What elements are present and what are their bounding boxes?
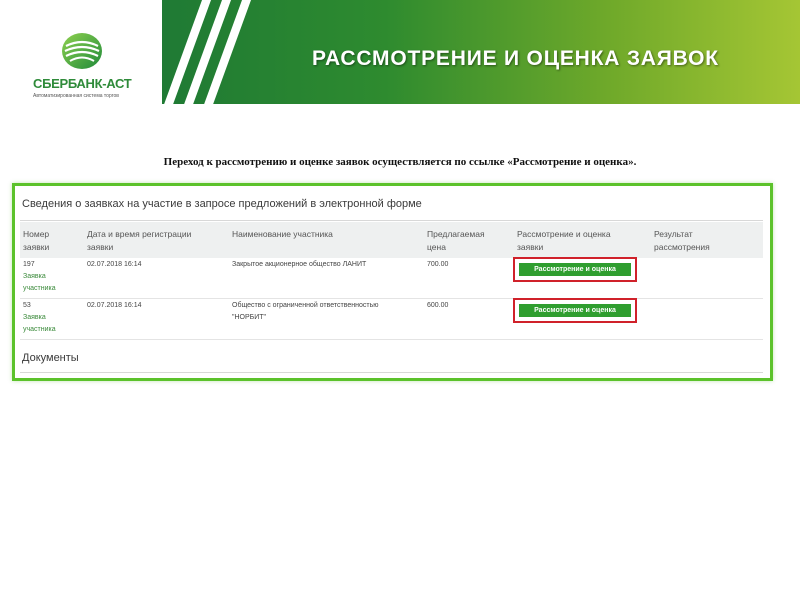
documents-heading: Документы — [22, 352, 79, 364]
panel-title: Сведения о заявках на участие в запросе предложений в электронной форме — [22, 198, 422, 210]
column-header-result: Результат рассмотрения — [654, 229, 710, 252]
divider — [20, 220, 763, 221]
highlight-frame — [513, 257, 637, 282]
instruction-text: Переход к рассмотрению и оценке заявок осуществляется по ссылке «Рассмотрение и оценка». — [163, 156, 637, 168]
sberbank-logo-icon — [60, 32, 104, 70]
column-header-price: Предлагаемая цена — [427, 229, 485, 252]
application-number: 53 — [23, 302, 31, 309]
applications-panel — [12, 183, 773, 381]
divider — [20, 372, 763, 373]
application-link[interactable]: Заявка участника — [23, 314, 56, 333]
header-logo-area — [0, 0, 162, 104]
table-row — [20, 299, 763, 340]
column-header-datetime: Дата и время регистрации заявки — [87, 229, 192, 252]
offered-price: 600.00 — [427, 302, 449, 309]
column-header-number: Номер заявки — [23, 229, 50, 252]
logo-tagline: Автоматизированная система торгов — [33, 93, 119, 99]
table-row — [20, 258, 763, 299]
application-link[interactable]: Заявка участника — [23, 273, 56, 292]
review-and-evaluate-button[interactable]: Рассмотрение и оценка — [519, 263, 631, 276]
participant-name: Общество с ограниченной ответственностью "НОРБИТ" — [232, 302, 379, 321]
application-number: 197 — [23, 261, 35, 268]
review-and-evaluate-button[interactable]: Рассмотрение и оценка — [519, 304, 631, 317]
registration-datetime: 02.07.2018 16:14 — [87, 261, 142, 268]
header-banner — [162, 0, 800, 104]
page-title: РАССМОТРЕНИЕ И ОЦЕНКА ЗАЯВОК — [312, 47, 719, 70]
column-header-participant: Наименование участника — [232, 229, 333, 239]
logo-name: СБЕРБАНК-АСТ — [33, 76, 132, 91]
column-header-review: Рассмотрение и оценка заявки — [517, 229, 611, 252]
registration-datetime: 02.07.2018 16:14 — [87, 302, 142, 309]
highlight-frame — [513, 298, 637, 323]
offered-price: 700.00 — [427, 261, 449, 268]
participant-name: Закрытое акционерное общество ЛАНИТ — [232, 261, 367, 268]
table-header — [20, 222, 763, 258]
